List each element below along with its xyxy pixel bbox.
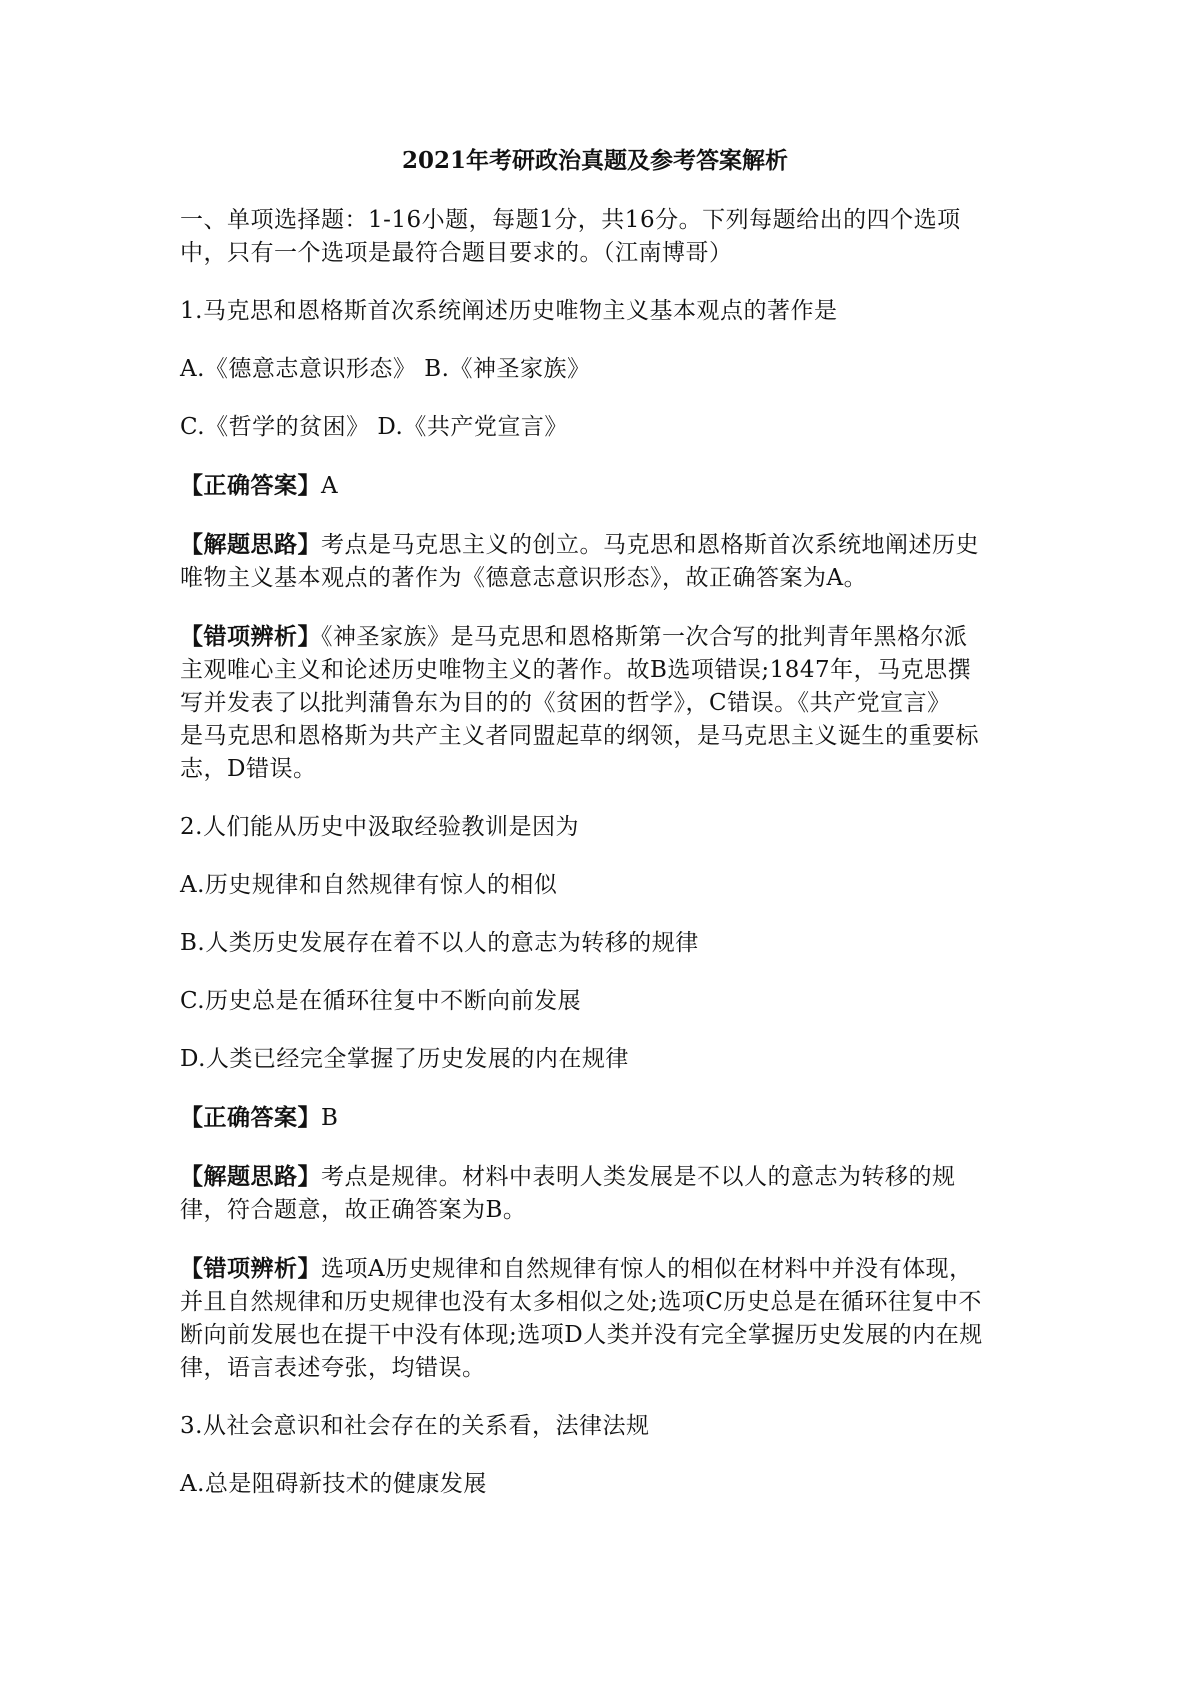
error-text: 选项A历史规律和自然规律有惊人的相似在材料中并没有体现， <box>321 1256 973 1282</box>
question-option: B.人类历史发展存在着不以人的意志为转移的规律 <box>180 930 699 956</box>
answer-value: A <box>321 473 339 499</box>
answer-line <box>180 1101 1030 1135</box>
section-line: 中，只有一个选项是最符合题目要求的。（江南博哥） <box>180 240 733 266</box>
reasoning-line: 唯物主义基本观点的著作为《德意志意识形态》，故正确答案为A。 <box>180 565 868 591</box>
error-line <box>180 1252 1030 1286</box>
section-heading <box>180 204 1030 270</box>
question-stem: 3.从社会意识和社会存在的关系看，法律法规 <box>180 1413 650 1439</box>
error-text: 《神圣家族》是马克思和恩格斯第一次合写的批判青年黑格尔派 <box>321 624 968 650</box>
reasoning-block <box>180 1160 1030 1227</box>
error-line: 主观唯心主义和论述历史唯物主义的著作。故B选项错误;1847年，马克思撰 <box>180 657 972 683</box>
reasoning-tag: 【解题思路】 <box>180 531 321 558</box>
question-option: C.历史总是在循环往复中不断向前发展 <box>180 988 582 1014</box>
reasoning-line: 律，符合题意，故正确答案为B。 <box>180 1197 527 1223</box>
error-line <box>180 620 1030 654</box>
reasoning-text: 考点是规律。材料中表明人类发展是不以人的意志为转移的规 <box>321 1164 956 1190</box>
document-body <box>180 204 1030 1526</box>
question-option: A.总是阻碍新技术的健康发展 <box>180 1471 487 1497</box>
document-title: 2021年考研政治真题及参考答案解析 <box>401 147 788 174</box>
question-option: A.历史规律和自然规律有惊人的相似 <box>180 872 558 898</box>
answer-value: B <box>321 1105 339 1131</box>
question-option: D.人类已经完全掌握了历史发展的内在规律 <box>180 1046 629 1072</box>
error-analysis-block <box>180 1252 1030 1385</box>
reasoning-text: 考点是马克思主义的创立。马克思和恩格斯首次系统地阐述历史 <box>321 532 979 558</box>
section-line: 一、单项选择题：1-16小题，每题1分，共16分。下列每题给出的四个选项 <box>180 207 961 233</box>
reasoning-line <box>180 528 1030 562</box>
error-tag: 【错项辨析】 <box>180 1255 321 1282</box>
answer-line <box>180 469 1030 503</box>
reasoning-block <box>180 528 1030 595</box>
question-options: A.《德意志意识形态》 B.《神圣家族》 <box>180 356 591 382</box>
reasoning-tag: 【解题思路】 <box>180 1163 321 1190</box>
answer-tag: 【正确答案】 <box>180 472 321 499</box>
answer-tag: 【正确答案】 <box>180 1104 321 1131</box>
error-line: 断向前发展也在提干中没有体现;选项D人类并没有完全掌握历史发展的内在规 <box>180 1322 983 1348</box>
error-tag: 【错项辨析】 <box>180 623 321 650</box>
reasoning-line <box>180 1160 1030 1194</box>
error-line: 是马克思和恩格斯为共产主义者同盟起草的纲领，是马克思主义诞生的重要标 <box>180 723 979 749</box>
question-stem: 1.马克思和恩格斯首次系统阐述历史唯物主义基本观点的著作是 <box>180 298 838 324</box>
error-line: 写并发表了以批判蒲鲁东为目的的《贫困的哲学》，C错误。《共产党宣言》 <box>180 690 951 716</box>
question-stem: 2.人们能从历史中汲取经验教训是因为 <box>180 814 579 840</box>
error-analysis-block <box>180 620 1030 786</box>
error-line: 志，D错误。 <box>180 756 317 782</box>
question-options: C.《哲学的贫困》 D.《共产党宣言》 <box>180 414 568 440</box>
error-line: 律，语言表述夸张，均错误。 <box>180 1355 486 1381</box>
error-line: 并且自然规律和历史规律也没有太多相似之处;选项C历史总是在循环往复中不 <box>180 1289 982 1315</box>
